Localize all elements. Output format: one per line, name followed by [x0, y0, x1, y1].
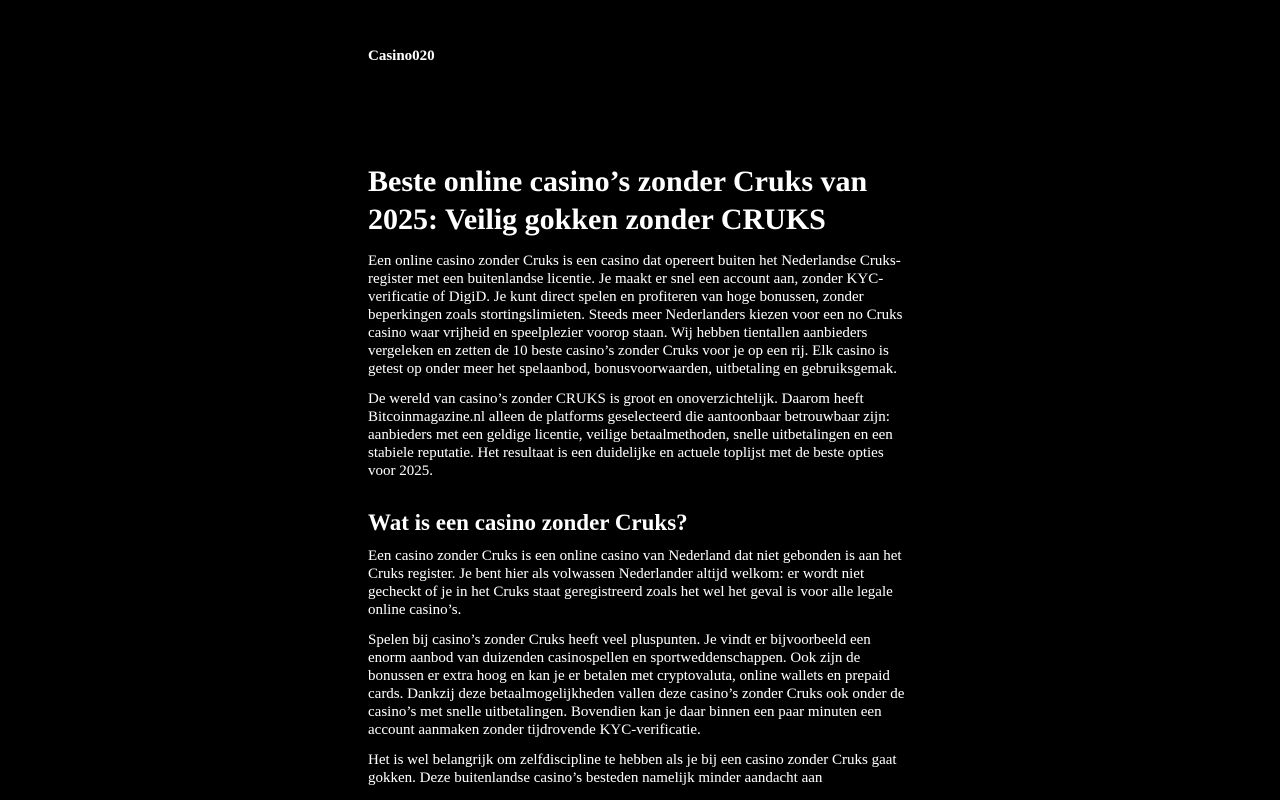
article-title: Beste online casino’s zonder Cruks van 2025: Veilig gokken zonder CRUKS: [368, 165, 868, 236]
intro-paragraph-2: De wereld van casino’s zonder CRUKS is groot en onoverzichtelijk. Daarom heeft Bitcoinmagazine.nl alleen de platforms geselecteerd die aantoonbaar betrouwbaar zijn: aanbieders met een geldige licentie, veilige betaalmethoden, snelle uitbetalingen en een stabiele reputatie. Het resultaat is een duidelijke en actuele toplijst met de beste opties voor 2025.: [368, 391, 893, 479]
section-paragraph-2: Spelen bij casino’s zonder Cruks heeft veel pluspunten. Je vindt er bijvoorbeeld een enorm aanbod van duizenden casinospellen en sportweddenschappen. Ook zijn de bonussen er extra hoog en kan je er betalen met cryptovaluta, online wallets en prepaid cards. Dankzij deze betaalmogelijkheden vallen deze casino’s zonder Cruks ook onder de casino’s met snelle uitbetalingen. Bovendien kan je daar binnen een paar minuten een account aanmaken zonder tijdrovende KYC-verificatie.: [368, 632, 905, 738]
section-paragraph-3: Het is wel belangrijk om zelfdiscipline te hebben als je bij een casino zonder Cruks gaat gokken. Deze buitenlandse casino’s besteden namelijk minder aandacht aan: [368, 752, 897, 786]
section-heading-wat-is: Wat is een casino zonder Cruks?: [368, 510, 688, 535]
section-paragraph-1: Een casino zonder Cruks is een online casino van Nederland dat niet gebonden is aan het Cruks register. Je bent hier als volwassen Nederlander altijd welkom: er wordt niet gecheckt of je in het Cruks staat geregistreerd zoals het wel het geval is voor alle legale online casino’s.: [368, 548, 902, 618]
intro-paragraph-1: Een online casino zonder Cruks is een casino dat opereert buiten het Nederlandse Cruks-register met een buitenlandse licentie. Je maakt er snel een account aan, zonder KYC-verificatie of DigiD. Je kunt direct spelen en profiteren van hoge bonussen, zonder beperkingen zoals stortingslimieten. Steeds meer Nederlanders kiezen voor een no Cruks casino waar vrijheid en speelplezier voorop staan. Wij hebben tientallen aanbieders vergeleken en zetten de 10 beste casino’s zonder Cruks voor je op een rij. Elk casino is getest op onder meer het spelaanbod, bonusvoorwaarden, uitbetaling en gebruiksgemak.: [368, 253, 903, 377]
site-title-link[interactable]: Casino020: [368, 48, 435, 64]
article: [368, 163, 908, 799]
